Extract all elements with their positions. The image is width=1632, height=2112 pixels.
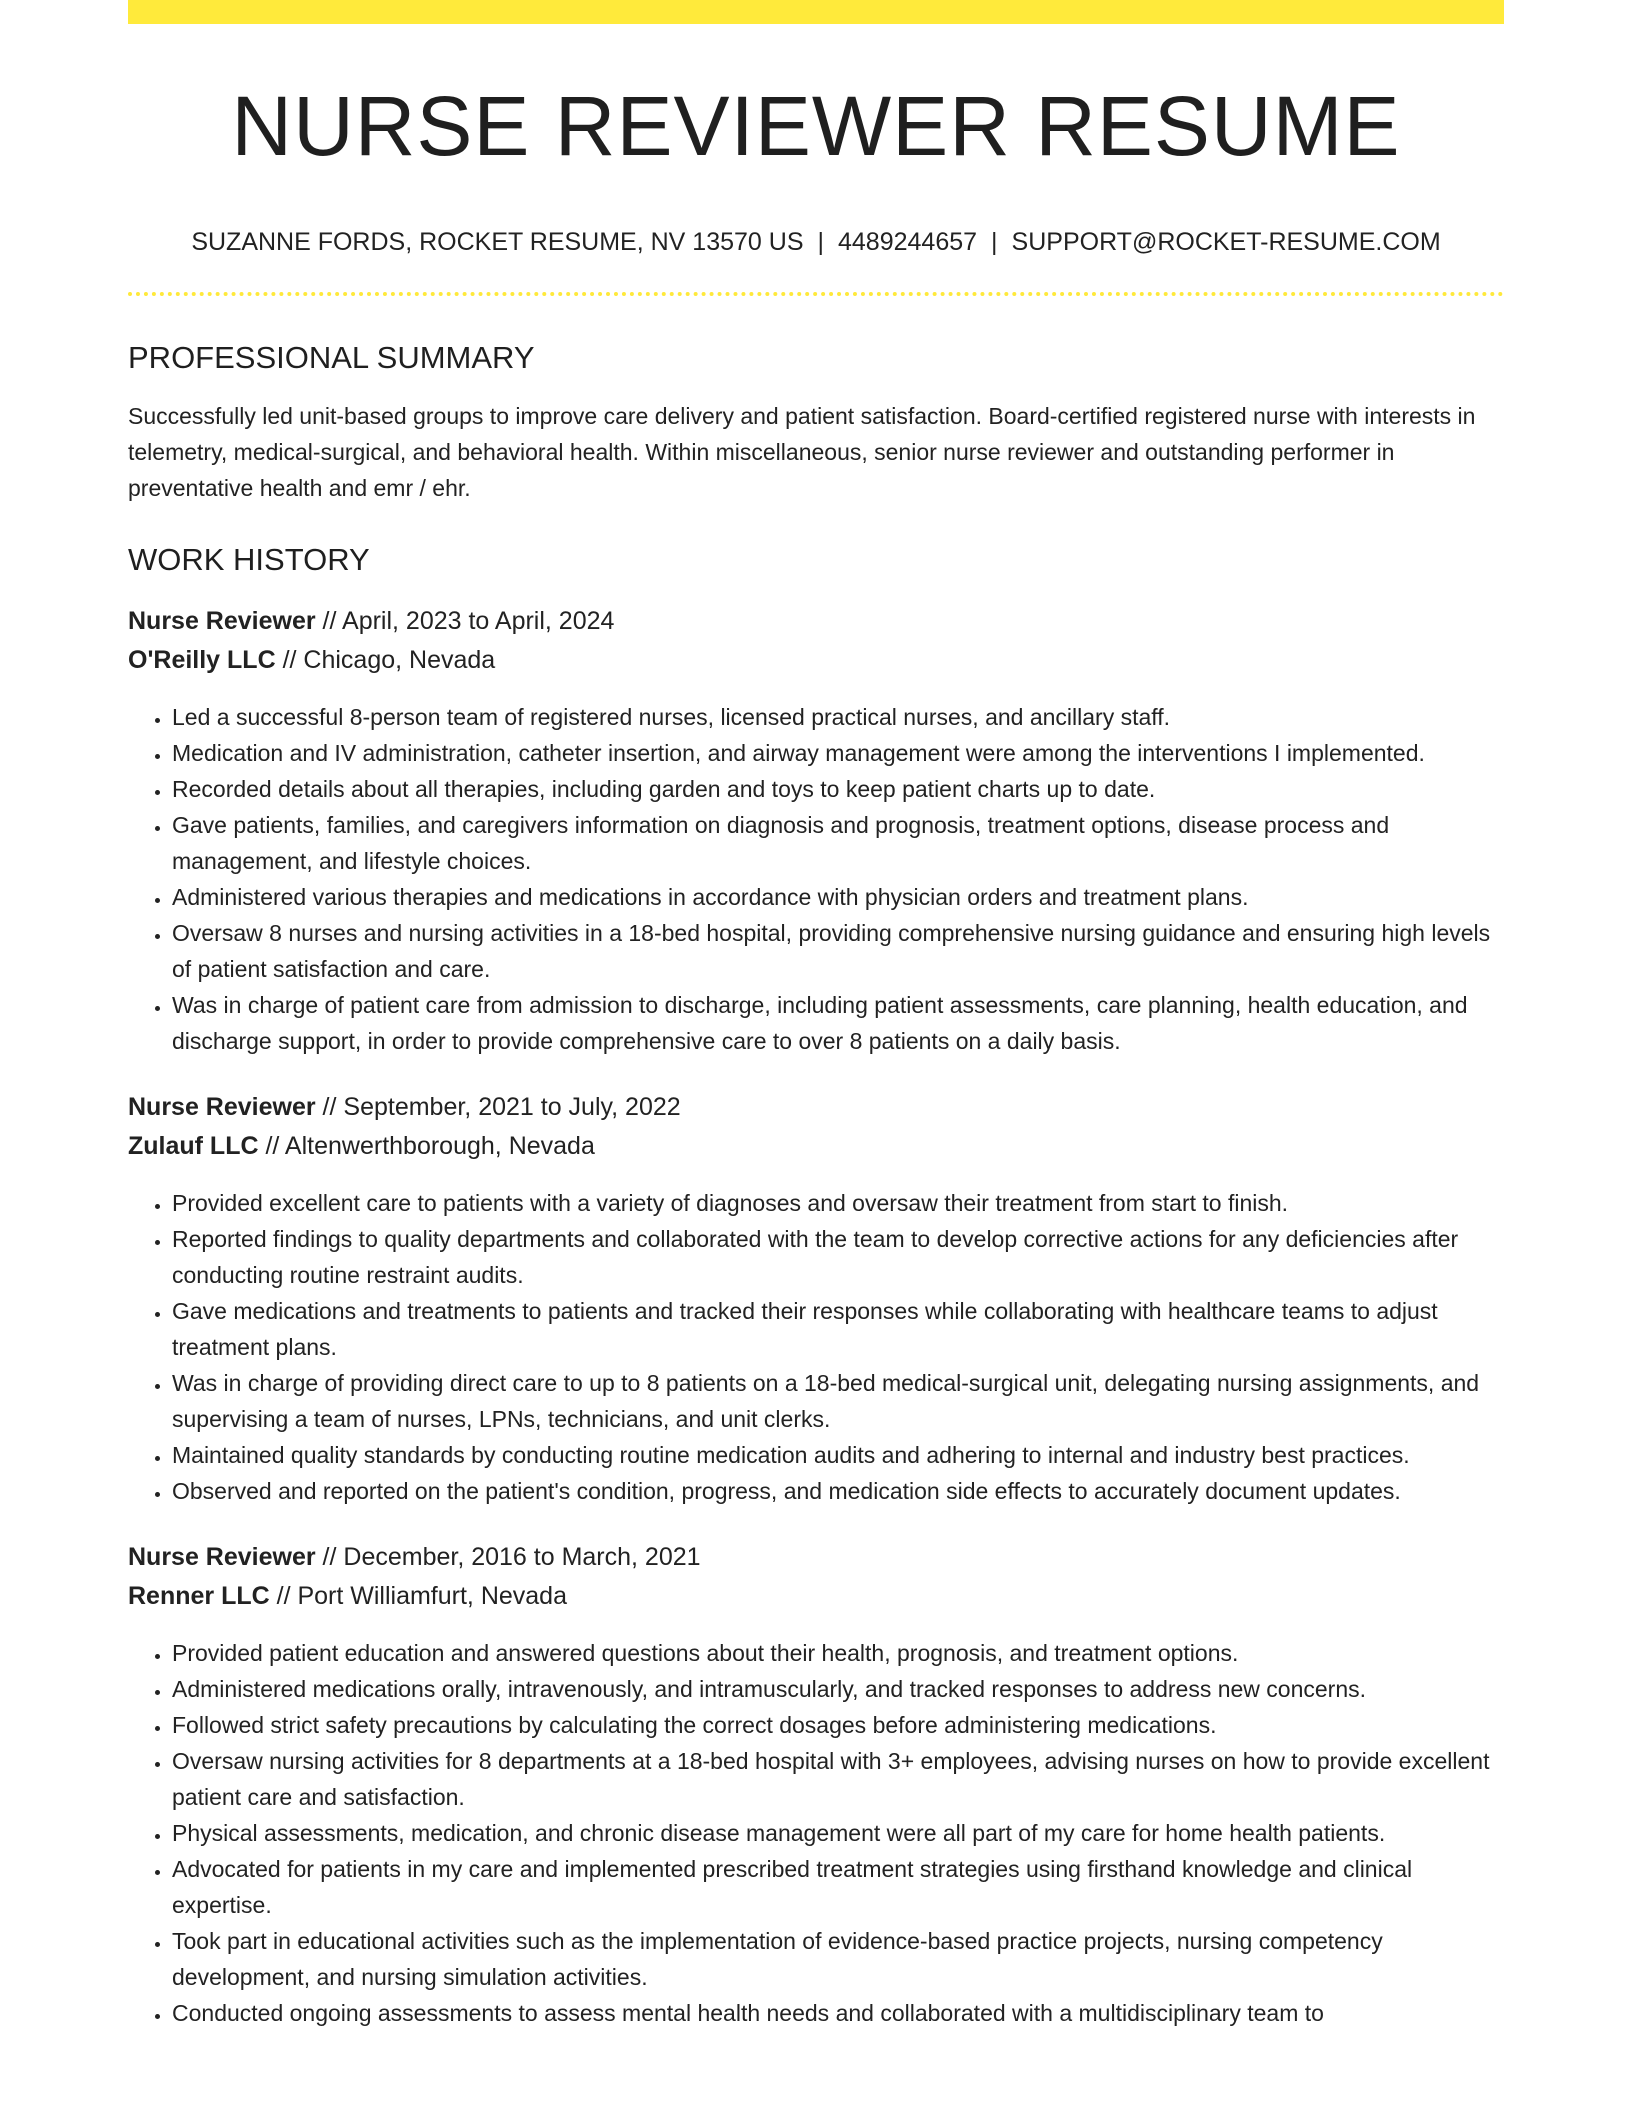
job-role-line (128, 609, 1504, 634)
job-location: // Port Williamfurt, Nevada (269, 1582, 567, 1610)
contact-separator: | (817, 228, 824, 256)
job-entry (128, 609, 1504, 1059)
job-bullet: • Physical assessments, medication, and chronic disease management were all part of my care for home health patients. (172, 1815, 1504, 1851)
job-bullet: • Was in charge of providing direct care to up to 8 patients on a 18-bed medical-surgical unit, delegating nursing assignments, and supervising a team of nurses, LPNs, technicians, and unit clerks. (172, 1365, 1504, 1437)
work-history-list (128, 609, 1504, 2031)
contact-separator: | (991, 228, 998, 256)
job-company-line (128, 648, 1504, 673)
contact-address: SUZANNE FORDS, ROCKET RESUME, NV 13570 US (191, 228, 804, 256)
job-bullet: • Followed strict safety precautions by calculating the correct dosages before administering medications. (172, 1707, 1504, 1743)
job-bullet: • Provided excellent care to patients with a variety of diagnoses and oversaw their treatment from start to finish. (172, 1185, 1504, 1221)
summary-heading: PROFESSIONAL SUMMARY (128, 340, 535, 375)
job-bullet: • Reported findings to quality departments and collaborated with the team to develop corrective actions for any deficiencies after conducting routine restraint audits. (172, 1221, 1504, 1293)
job-role: Nurse Reviewer (128, 607, 316, 635)
job-role-line (128, 1545, 1504, 1570)
contact-email[interactable]: SUPPORT@ROCKET-RESUME.COM (1011, 228, 1441, 256)
job-bullet: • Led a successful 8-person team of registered nurses, licensed practical nurses, and ancillary staff. (172, 699, 1504, 735)
job-role: Nurse Reviewer (128, 1543, 316, 1571)
job-company: O'Reilly LLC (128, 646, 276, 674)
work-history-heading: WORK HISTORY (128, 542, 370, 577)
job-role-line (128, 1095, 1504, 1120)
contact-phone[interactable]: 4489244657 (838, 228, 978, 256)
job-bullet: • Observed and reported on the patient's condition, progress, and medication side effects to accurately document updates. (172, 1473, 1504, 1509)
job-role: Nurse Reviewer (128, 1093, 316, 1121)
job-company: Zulauf LLC (128, 1132, 259, 1160)
job-bullet: • Was in charge of patient care from admission to discharge, including patient assessments, care planning, health education, and discharge support, in order to provide comprehensive care to over 8 patients on a daily basis. (172, 987, 1504, 1059)
job-location: // Chicago, Nevada (275, 646, 496, 674)
job-bullet: • Advocated for patients in my care and implemented prescribed treatment strategies using firsthand knowledge and clinical expertise. (172, 1851, 1504, 1923)
job-bullet: • Took part in educational activities such as the implementation of evidence-based practice projects, nursing competency development, and nursing simulation activities. (172, 1923, 1504, 1995)
job-bullet-list (128, 1635, 1504, 2031)
resume-title: NURSE REVIEWER RESUME (231, 79, 1401, 173)
contact-line (128, 230, 1504, 255)
resume-page (128, 0, 1504, 2031)
job-dates: // September, 2021 to July, 2022 (315, 1093, 681, 1121)
job-bullet: • Recorded details about all therapies, including garden and toys to keep patient charts up to date. (172, 771, 1504, 807)
job-bullet: • Oversaw nursing activities for 8 departments at a 18-bed hospital with 3+ employees, advising nurses on how to provide excellent patient care and satisfaction. (172, 1743, 1504, 1815)
summary-text: Successfully led unit-based groups to improve care delivery and patient satisfaction. Board-certified registered nurse with interests in telemetry, medical-surgical, and behavioral health. Within miscellaneous, senior nurse reviewer and outstanding performer in preventative health and emr / ehr. (128, 403, 1476, 501)
dotted-divider (128, 292, 1504, 296)
job-bullet-list (128, 1185, 1504, 1509)
job-bullet-list (128, 699, 1504, 1059)
job-company-line (128, 1134, 1504, 1159)
top-accent-bar (128, 0, 1504, 24)
job-bullet: • Maintained quality standards by conducting routine medication audits and adhering to internal and industry best practices. (172, 1437, 1504, 1473)
job-bullet: • Conducted ongoing assessments to assess mental health needs and collaborated with a multidisciplinary team to (172, 1995, 1504, 2031)
job-entry (128, 1545, 1504, 2031)
job-company: Renner LLC (128, 1582, 270, 1610)
job-entry (128, 1095, 1504, 1509)
job-dates: // December, 2016 to March, 2021 (315, 1543, 701, 1571)
job-bullet: • Oversaw 8 nurses and nursing activities in a 18-bed hospital, providing comprehensive nursing guidance and ensuring high levels of patient satisfaction and care. (172, 915, 1504, 987)
job-bullet: • Gave patients, families, and caregivers information on diagnosis and prognosis, treatment options, disease process and management, and lifestyle choices. (172, 807, 1504, 879)
job-bullet: • Administered various therapies and medications in accordance with physician orders and treatment plans. (172, 879, 1504, 915)
job-dates: // April, 2023 to April, 2024 (315, 607, 615, 635)
job-bullet: • Medication and IV administration, catheter insertion, and airway management were among the interventions I implemented. (172, 735, 1504, 771)
job-bullet: • Provided patient education and answered questions about their health, prognosis, and treatment options. (172, 1635, 1504, 1671)
job-bullet: • Gave medications and treatments to patients and tracked their responses while collaborating with healthcare teams to adjust treatment plans. (172, 1293, 1504, 1365)
job-company-line (128, 1584, 1504, 1609)
job-location: // Altenwerthborough, Nevada (258, 1132, 595, 1160)
job-bullet: • Administered medications orally, intravenously, and intramuscularly, and tracked responses to address new concerns. (172, 1671, 1504, 1707)
